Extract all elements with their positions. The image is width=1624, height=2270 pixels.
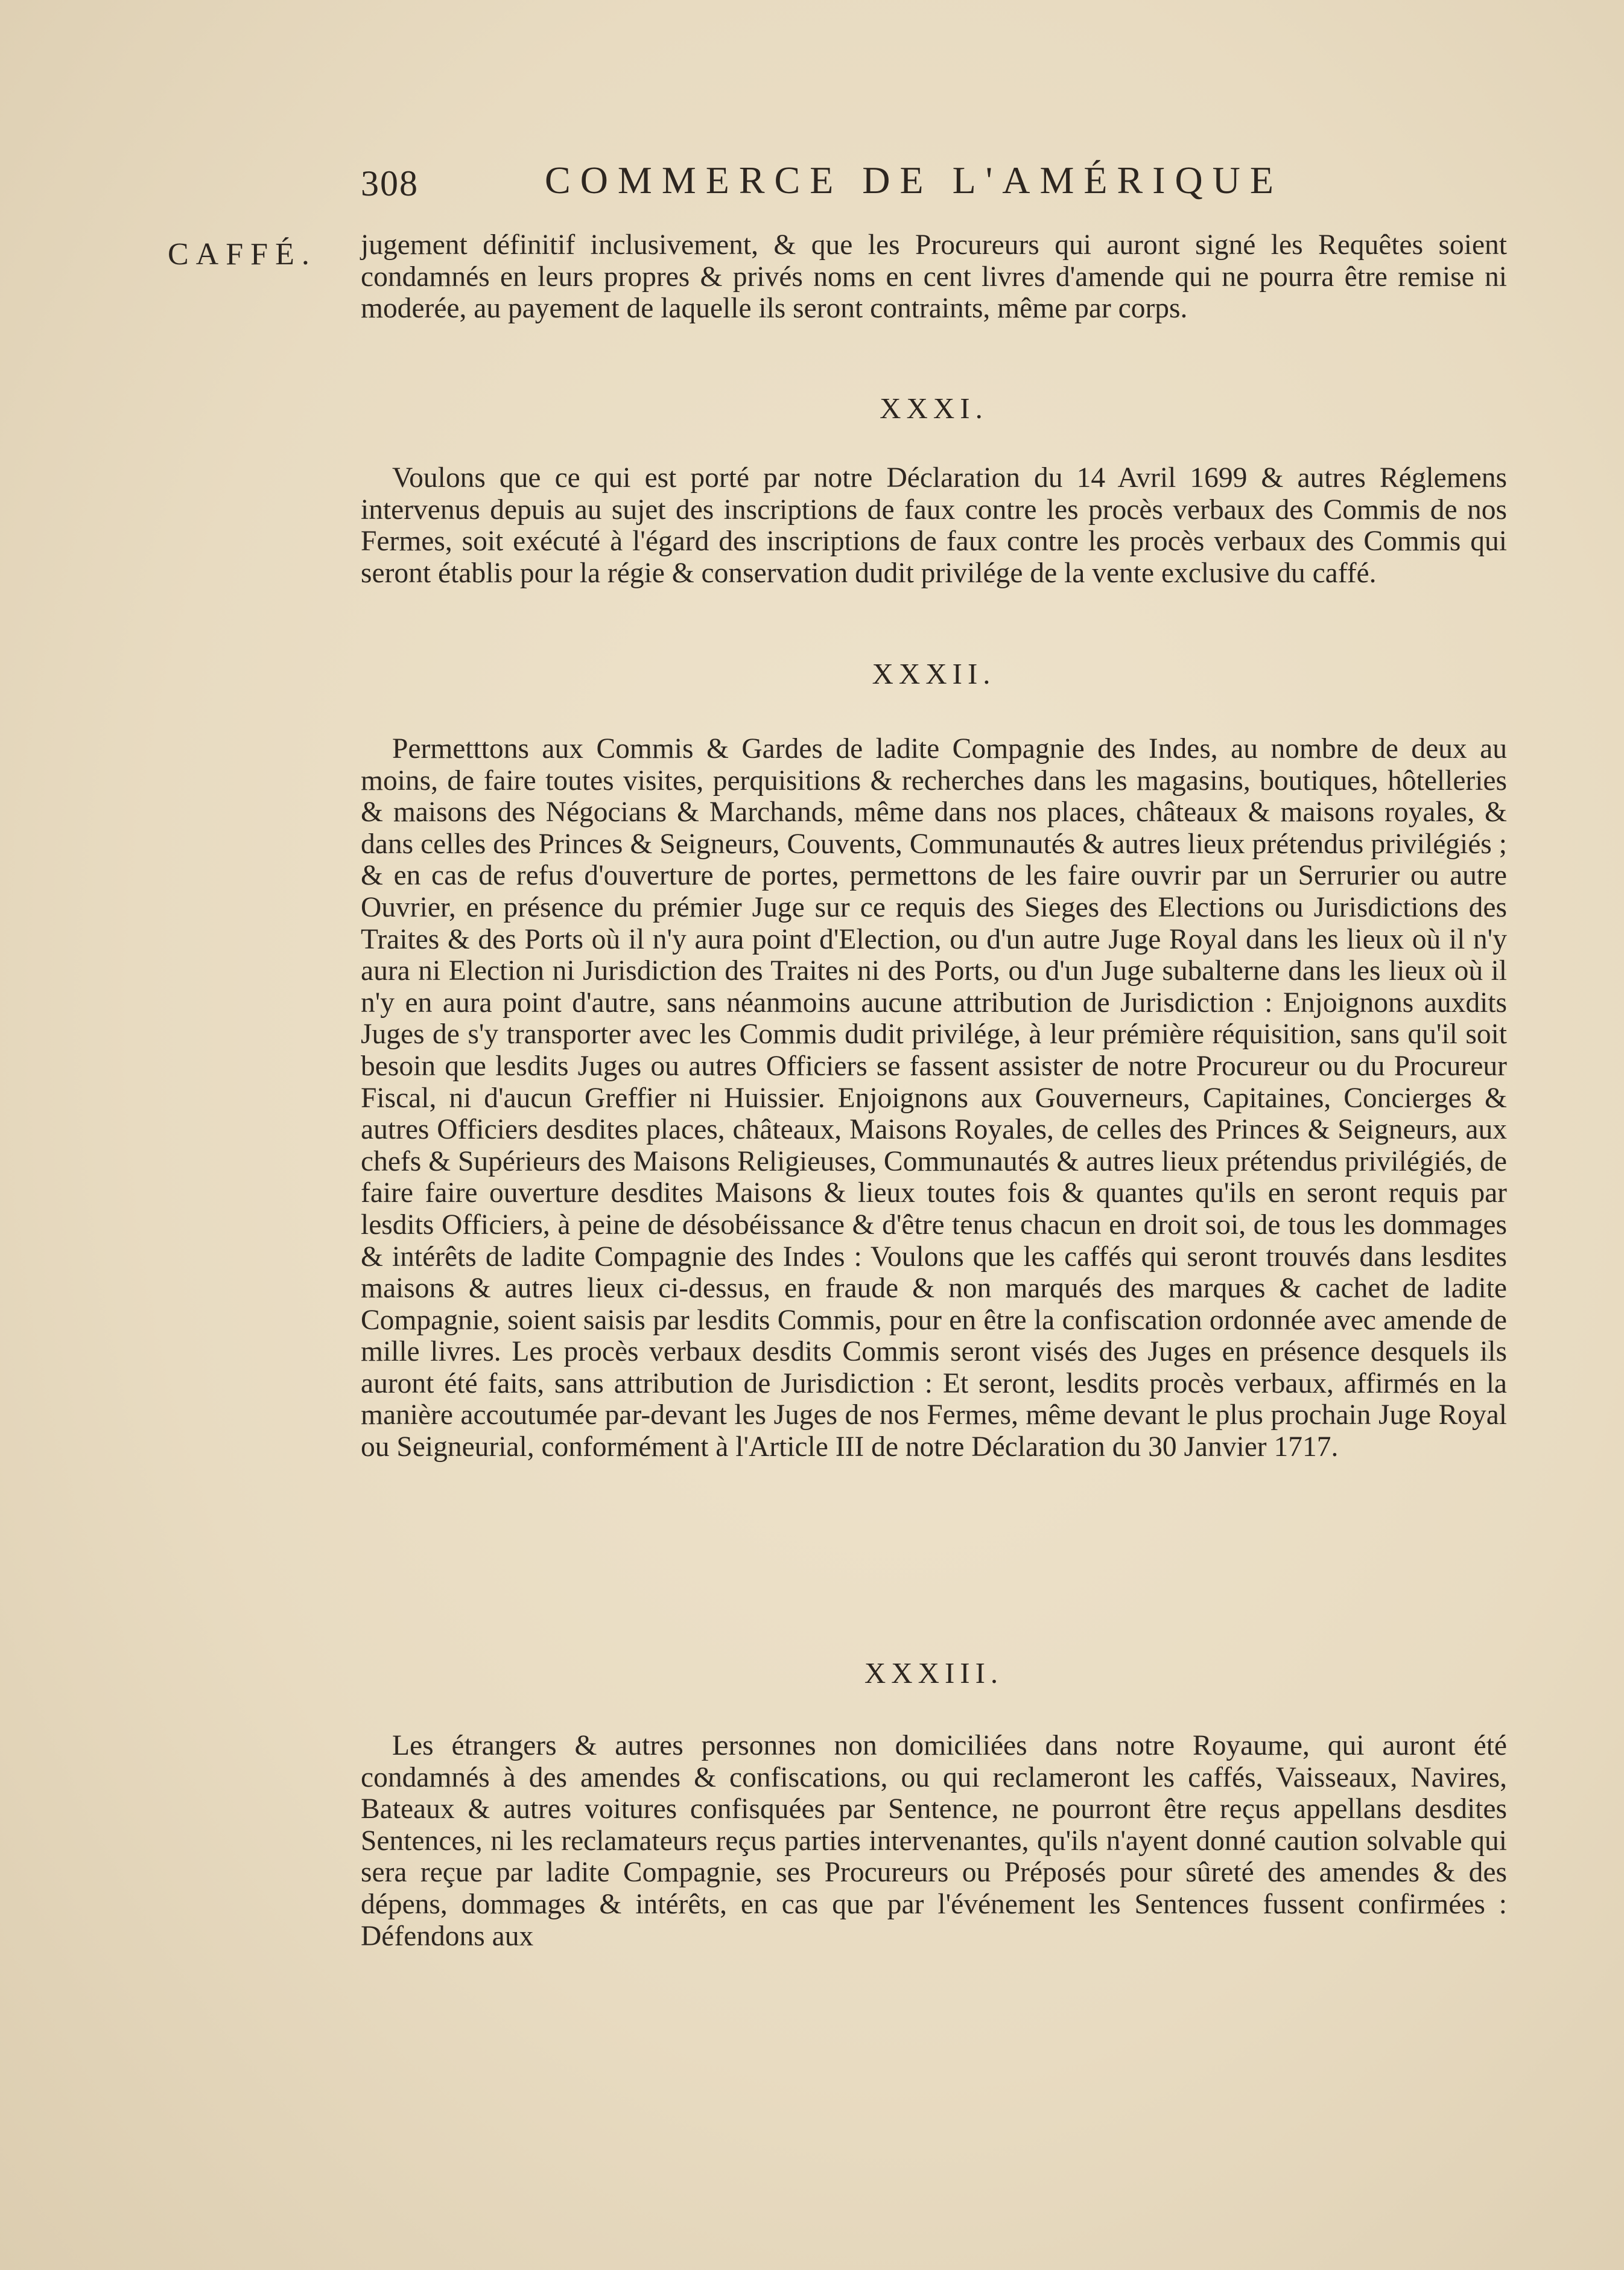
article-heading-xxxii: XXXII. bbox=[872, 657, 996, 690]
page-header bbox=[361, 158, 1338, 212]
article-text-xxxiii: Les étrangers & autres personnes non domiciliées dans notre Royaume, qui auront été condamnés à des amendes & confiscations, ou qui reclameront les caffés, Vaisseaux, Navires, Bateaux & autres voitures confisquées par Sentence, ne pourront être reçus appellans desdites Sentences, ni les reclamateurs reçus parties intervenantes, qu'ils n'ayent donné caution solvable qui sera reçue par ladite Compagnie, ses Procureurs ou Préposés pour sûreté des amendes & des dépens, dommages & intérêts, en cas que par l'événement les Sentences fussent confirmées : Défendons aux bbox=[361, 1730, 1507, 1952]
article-heading-xxxi: XXXI. bbox=[880, 392, 988, 425]
page-number: 308 bbox=[361, 164, 419, 203]
article-text-xxxii: Permetttons aux Commis & Gardes de ladite Compagnie des Indes, au nombre de deux au moins, de faire toutes visites, perquisitions & recherches dans les magasins, boutiques, hôtelleries & maisons des Négocians & Marchands, même dans nos places, châteaux & maisons royales, & dans celles des Princes & Seigneurs, Couvents, Communautés & autres lieux prétendus privilégiés ; & en cas de refus d'ouverture de portes, permettons de les faire ouvrir par un Serrurier ou autre Ouvrier, en présence du prémier Juge sur ce requis des Sieges des Elections ou Jurisdictions des Traites & des Ports où il n'y aura point d'Election, ou d'un autre Juge Royal dans les lieux où il n'y aura ni Election ni Jurisdiction des Traites ni des Ports, ou d'un Juge subalterne dans les lieux où il n'y en aura point d'autre, sans néanmoins aucune attribution de Jurisdiction : Enjoignons auxdits Juges de s'y transporter avec les Commis dudit privilége, à leur prémière réquisition, sans qu'il soit besoin que lesdits Juges ou autres Officiers se fassent assister de notre Procureur ou du Procureur Fiscal, ni d'aucun Greffier ni Huissier. Enjoignons aux Gouverneurs, Capitaines, Concierges & autres Officiers desdites places, châteaux, Maisons Royales, de celles des Princes & Seigneurs, aux chefs & Supérieurs des Maisons Religieuses, Communautés & autres lieux prétendus privilégiés, de faire faire ouverture desdites Maisons & lieux toutes fois & quantes qu'ils en seront requis par lesdits Officiers, à peine de désobéissance & d'être tenus chacun en droit soi, de tous les dommages & intérêts de ladite Compagnie des Indes : Voulons que les caffés qui seront trouvés dans lesdites maisons & autres lieux ci-dessus, en fraude & non marqués des marques & cachet de ladite Compagnie, soient saisis par lesdits Commis, pour en être la confiscation ordonnée avec amende de mille livres. Les procès verbaux desdits Commis seront visés des Juges en présence desquels ils auront été faits, sans attribution de Jurisdiction : Et seront, lesdits procès verbaux, affirmés en la manière accoutumée par-devant les Juges de nos Fermes, même devant le plus prochain Juge Royal ou Seigneurial, conformément à l'Article III de notre Déclaration du 30 Janvier 1717. bbox=[361, 733, 1507, 1463]
continuation-paragraph: jugement définitif inclusivement, & que les Procureurs qui auront signé les Requêtes soient condamnés en leurs propres & privés noms en cent livres d'amende qui ne pourra être remise ni moderée, au payement de laquelle ils seront contraints, même par corps. bbox=[361, 229, 1507, 325]
article-text-xxxi: Voulons que ce qui est porté par notre Déclaration du 14 Avril 1699 & autres Réglemens intervenus depuis au sujet des inscriptions de faux contre les procès verbaux des Commis de nos Fermes, soit exécuté à l'égard des inscriptions de faux contre les procès verbaux des Commis qui seront établis pour la régie & conservation dudit privilége de la vente exclusive du caffé. bbox=[361, 462, 1507, 589]
running-head: COMMERCE DE L'AMÉRIQUE bbox=[545, 159, 1283, 202]
article-heading-xxxiii: XXXIII. bbox=[864, 1656, 1004, 1690]
margin-note: CAFFÉ. bbox=[168, 237, 317, 272]
